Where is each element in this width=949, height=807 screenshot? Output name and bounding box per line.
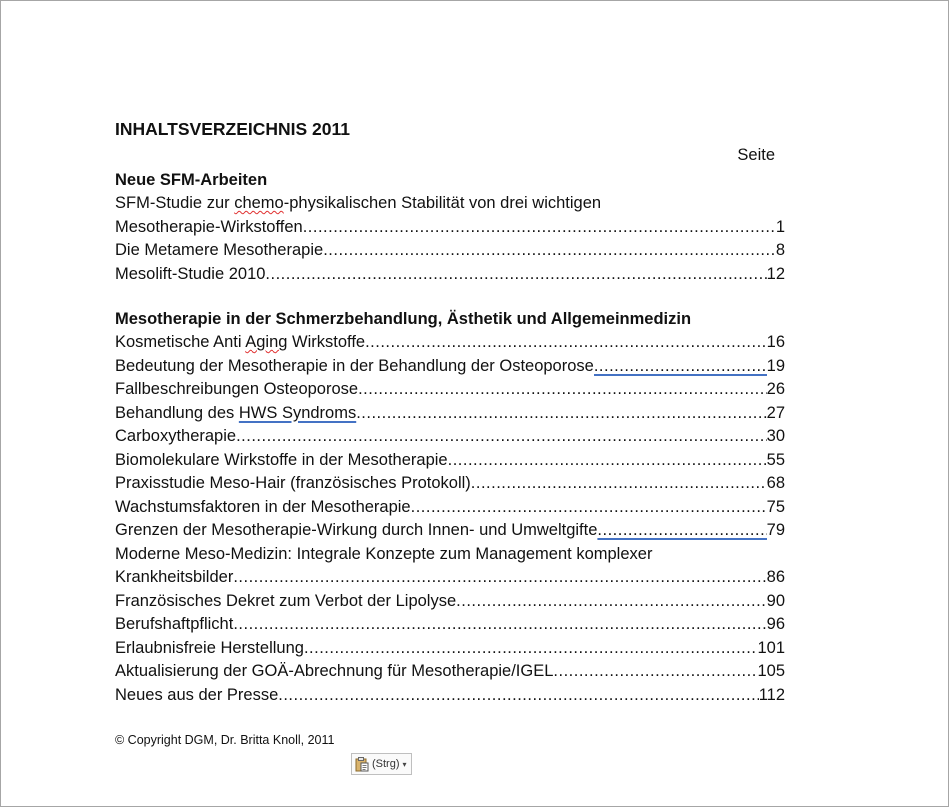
dot-leader <box>323 239 776 263</box>
toc-entry <box>115 566 785 590</box>
toc-entry <box>115 378 785 402</box>
toc-entry-title: Wachstumsfaktoren in der Mesotherapie <box>115 497 411 516</box>
toc-entry-page: 12 <box>766 264 785 283</box>
toc-entry-title: Mesotherapie-Wirkstoffen <box>115 217 303 236</box>
toc-entry-page: 55 <box>766 450 785 469</box>
clipboard-icon <box>355 757 369 772</box>
toc-entry <box>115 263 785 287</box>
dot-leader <box>233 613 766 637</box>
copyright-notice: © Copyright DGM, Dr. Britta Knoll, 2011 <box>115 733 335 747</box>
section-heading: Neue SFM-Arbeiten <box>115 171 268 189</box>
toc-entry-title: Neues aus der Presse <box>115 685 279 704</box>
dot-leader <box>233 566 766 590</box>
toc-entry-title: Praxisstudie Meso-Hair (französisches Protokoll) <box>115 474 471 492</box>
dot-leader <box>456 590 766 614</box>
dot-leader <box>265 263 766 287</box>
chevron-down-icon: ▾ <box>402 759 407 769</box>
toc-entry-page: 30 <box>766 427 785 445</box>
toc-entry-title: Erlaubnisfreie Herstellung <box>115 638 304 657</box>
toc-entry <box>115 216 785 240</box>
toc-entry-page: 19 <box>766 356 785 375</box>
dot-leader <box>448 449 767 473</box>
toc-entry-title: Berufshaftpflicht <box>115 615 234 633</box>
toc-entry-page: 16 <box>766 333 785 351</box>
dot-leader <box>304 637 758 661</box>
toc-entry <box>115 355 785 379</box>
toc-entry <box>115 496 785 520</box>
document-title: INHALTSVERZEICHNIS 2011 <box>115 119 351 139</box>
toc-entry <box>115 472 785 496</box>
toc-entry-page: 68 <box>766 474 785 492</box>
dot-leader <box>597 519 766 543</box>
toc-entry-title: Carboxytherapie <box>115 427 237 445</box>
toc-entry-title: Behandlung des HWS Syndroms <box>115 403 357 422</box>
toc-entry-title: Französisches Dekret zum Verbot der Lipolyse <box>115 591 457 610</box>
toc-entry-page: 105 <box>757 662 785 680</box>
toc-entry-page: 101 <box>757 638 785 657</box>
dot-leader <box>356 402 766 426</box>
toc-entry-page: 26 <box>766 380 785 398</box>
toc-entry-page: 112 <box>758 685 785 704</box>
toc-entry-page: 96 <box>766 615 785 633</box>
paste-options-button[interactable] <box>351 753 412 775</box>
toc-entry-page: 1 <box>775 217 785 236</box>
dot-leader <box>303 216 776 240</box>
toc-entry-page: 8 <box>775 241 785 259</box>
toc-entry-title: Mesolift-Studie 2010 <box>115 264 266 283</box>
toc-entry-text: SFM-Studie zur chemo-physikalischen Stabilität von drei wichtigen <box>115 194 602 212</box>
dot-leader <box>594 355 767 379</box>
toc-entry <box>115 613 785 637</box>
toc-entry-page: 79 <box>766 521 785 539</box>
toc-entry-title: Krankheitsbilder <box>115 568 234 586</box>
toc-entry-title: Bedeutung der Mesotherapie in der Behandlung der Osteoporose <box>115 356 594 375</box>
dot-leader <box>278 684 758 708</box>
toc-entry-text: Moderne Meso-Medizin: Integrale Konzepte zum Management komplexer <box>115 544 653 563</box>
dot-leader <box>471 472 767 496</box>
toc-entry <box>115 331 785 355</box>
toc-entry <box>115 425 785 449</box>
dot-leader <box>236 425 767 449</box>
toc-entry-page: 75 <box>766 497 785 516</box>
toc-entry <box>115 684 785 708</box>
toc-entry-page: 86 <box>766 568 785 586</box>
spelling-flag: chemo <box>234 194 284 212</box>
toc-entry-title: Die Metamere Mesotherapie <box>115 241 324 259</box>
toc-entry-title: Biomolekulare Wirkstoffe in der Mesotherapie <box>115 450 448 469</box>
toc-entry <box>115 637 785 661</box>
toc-entry-page: 27 <box>766 403 785 422</box>
toc-entry <box>115 402 785 426</box>
page-column-label: Seite <box>737 146 775 164</box>
toc-entry-title: Kosmetische Anti Aging Wirkstoffe <box>115 333 366 351</box>
grammar-flag: HWS Syndroms <box>238 403 357 422</box>
toc-entry-page: 90 <box>766 591 785 610</box>
document-body[interactable] <box>115 117 785 707</box>
toc-entry-title: Fallbeschreibungen Osteoporose <box>115 380 359 398</box>
toc-entry <box>115 660 785 684</box>
toc-entry <box>115 449 785 473</box>
toc-entry <box>115 519 785 543</box>
toc-entry <box>115 239 785 263</box>
dot-leader <box>358 378 767 402</box>
dot-leader <box>365 331 767 355</box>
toc-entry-title: Aktualisierung der GOÄ-Abrechnung für Mesotherapie/IGEL <box>115 662 554 680</box>
dot-leader <box>411 496 767 520</box>
spelling-flag: Aging <box>245 333 288 351</box>
dot-leader <box>553 660 757 684</box>
paste-options-label: (Strg) <box>372 758 400 770</box>
toc-entry-title: Grenzen der Mesotherapie-Wirkung durch Innen- und Umweltgifte <box>115 521 598 539</box>
section-heading: Mesotherapie in der Schmerzbehandlung, Ästhetik und Allgemeinmedizin <box>115 310 692 328</box>
toc-entry <box>115 590 785 614</box>
